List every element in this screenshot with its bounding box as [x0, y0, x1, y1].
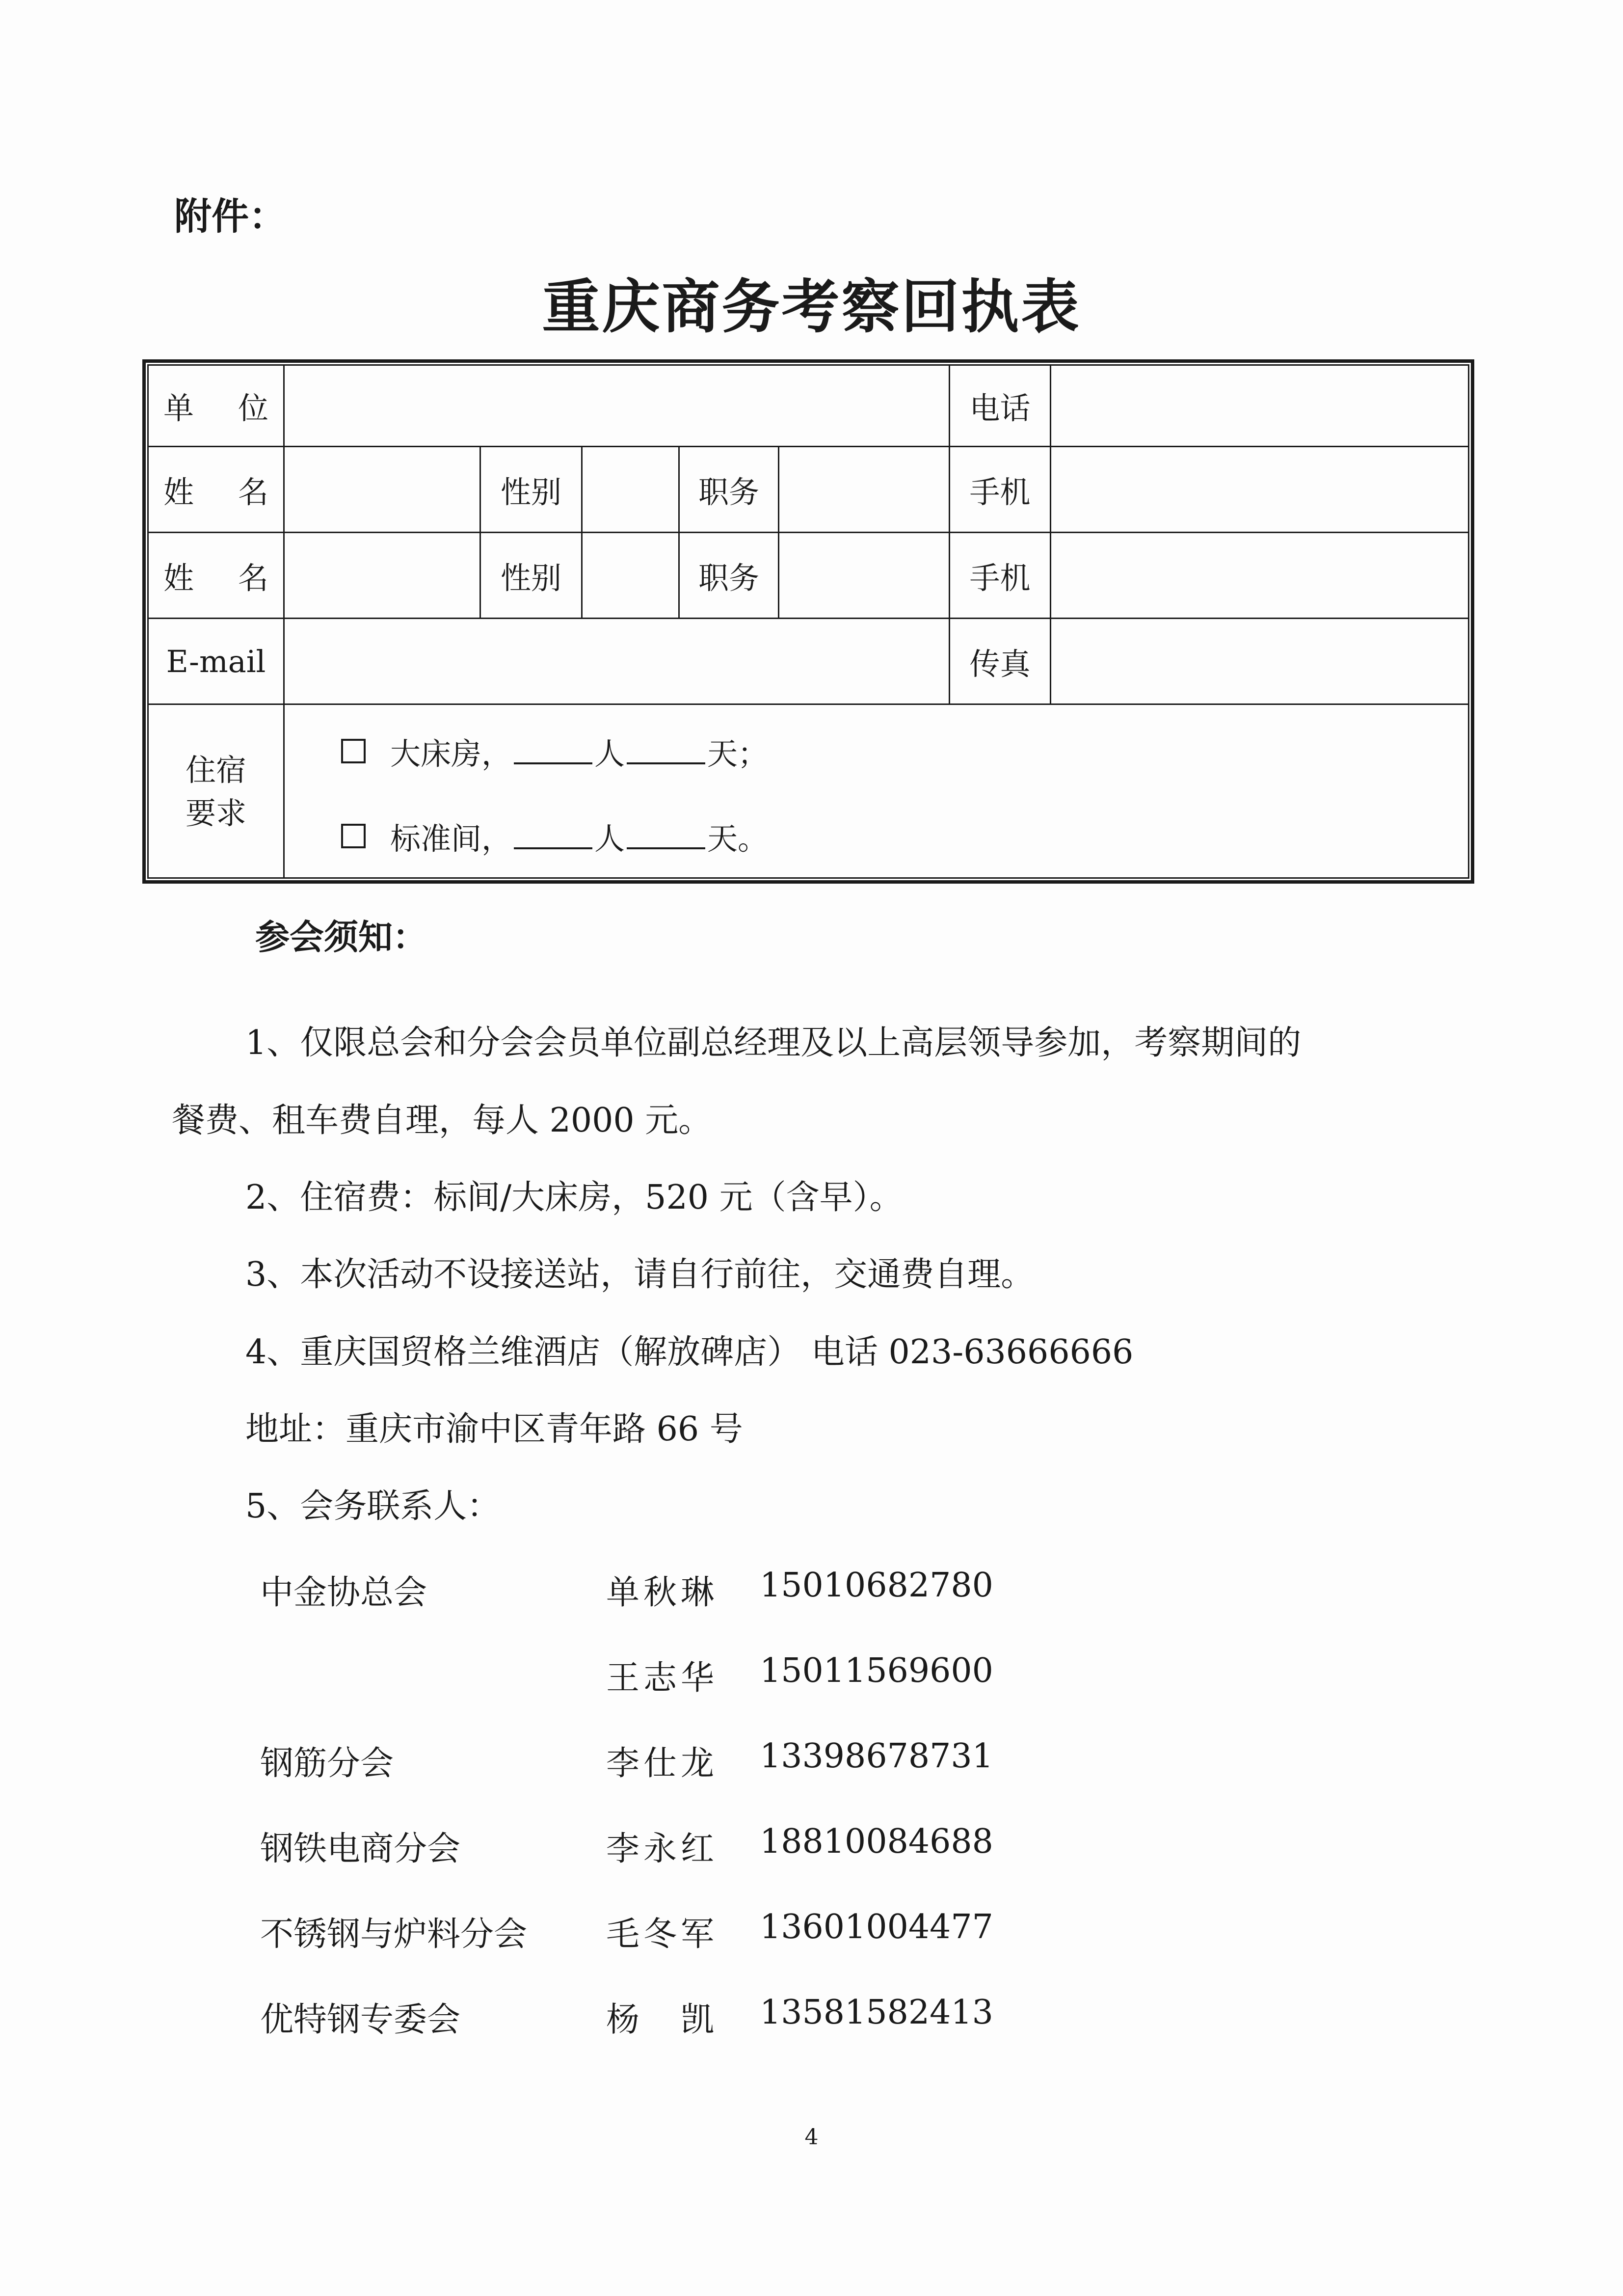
- standard-room-checkbox[interactable]: [341, 824, 366, 848]
- contact-name: 王志华: [606, 1659, 718, 1698]
- contact-name: 李仕龙: [606, 1744, 718, 1783]
- notice-item-5: 5、会务联系人：: [245, 1487, 501, 1526]
- mobile-field[interactable]: [1051, 447, 1468, 532]
- gender-field[interactable]: [583, 533, 678, 618]
- notice-item-2: 2、住宿费：标间/大床房，520 元（含早）。: [245, 1178, 903, 1217]
- days-unit: 天。: [707, 820, 769, 857]
- page-title: 重庆商务考察回执表: [542, 273, 1081, 341]
- notice-item-4: 4、重庆国贸格兰维酒店（解放碑店） 电话 023-63666666: [245, 1333, 1134, 1372]
- hotel-address: 地址：重庆市渝中区青年路 66 号: [245, 1410, 743, 1449]
- fax-field[interactable]: [1051, 619, 1468, 703]
- name-label: 姓名: [163, 474, 313, 510]
- gender-field[interactable]: [583, 447, 678, 532]
- king-room-days-blank[interactable]: [627, 738, 705, 764]
- name-field[interactable]: [285, 447, 479, 532]
- phone-label: 电话: [969, 390, 1031, 426]
- mobile-label: 手机: [969, 474, 1031, 510]
- people-unit: 人: [594, 735, 625, 772]
- notice-item-1: 1、仅限总会和分会会员单位副总经理及以上高层领导参加，考察期间的: [245, 1024, 1302, 1062]
- accommodation-label-line1: 住宿: [185, 752, 246, 788]
- position-field[interactable]: [779, 533, 949, 618]
- phone-field[interactable]: [1051, 366, 1468, 446]
- king-room-checkbox[interactable]: [341, 739, 366, 763]
- contact-phone: 13601004477: [760, 1908, 993, 1946]
- contact-name: 李永红: [606, 1830, 718, 1868]
- name-field[interactable]: [285, 533, 479, 618]
- position-label: 职务: [698, 474, 759, 510]
- notice-item-1-continued: 餐费、租车费自理，每人 2000 元。: [172, 1101, 712, 1140]
- gender-label: 性别: [500, 560, 561, 596]
- option-king-room: [341, 731, 768, 771]
- king-room-label: 大床房，: [390, 735, 512, 772]
- notice-item-3: 3、本次活动不设接送站，请自行前往，交通费自理。: [245, 1255, 1035, 1294]
- contact-name: 杨 凯: [606, 2000, 718, 2039]
- page-number: 4: [804, 2125, 819, 2150]
- days-unit: 天；: [707, 735, 769, 772]
- contact-name: 毛冬军: [606, 1915, 718, 1954]
- accommodation-label-line2: 要求: [185, 795, 246, 831]
- contact-phone: 15010682780: [760, 1566, 993, 1605]
- gender-label: 性别: [500, 474, 561, 510]
- fax-label: 传真: [969, 646, 1031, 682]
- people-unit: 人: [594, 820, 625, 857]
- standard-room-people-blank[interactable]: [514, 823, 592, 849]
- contact-org: 中金协总会: [260, 1573, 427, 1612]
- contact-org: 钢铁电商分会: [260, 1830, 461, 1868]
- email-label: E-mail: [166, 643, 266, 679]
- standard-room-label: 标准间，: [390, 820, 512, 857]
- contact-phone: 13581582413: [760, 1993, 993, 2032]
- email-field[interactable]: [285, 619, 949, 703]
- row-divider: [147, 703, 1469, 705]
- contact-org: 优特钢专委会: [260, 2000, 461, 2039]
- attachment-label: 附件：: [174, 194, 286, 238]
- contact-org: 钢筋分会: [260, 1744, 394, 1783]
- king-room-people-blank[interactable]: [514, 738, 592, 764]
- contact-name: 单秋琳: [606, 1573, 718, 1612]
- contact-phone: 18810084688: [760, 1822, 993, 1861]
- position-field[interactable]: [779, 447, 949, 532]
- unit-field[interactable]: [285, 366, 949, 446]
- unit-label: 单位: [163, 390, 313, 426]
- accommodation-label: [149, 705, 283, 879]
- option-standard-room: [341, 816, 768, 856]
- contact-org: 不锈钢与炉料分会: [260, 1915, 528, 1954]
- mobile-label: 手机: [969, 560, 1031, 596]
- position-label: 职务: [698, 560, 759, 596]
- contact-phone: 13398678731: [760, 1737, 993, 1776]
- standard-room-days-blank[interactable]: [627, 823, 705, 849]
- mobile-field[interactable]: [1051, 533, 1468, 618]
- contact-phone: 15011569600: [760, 1651, 993, 1690]
- name-label: 姓名: [163, 560, 313, 596]
- notice-title: 参会须知：: [255, 917, 427, 957]
